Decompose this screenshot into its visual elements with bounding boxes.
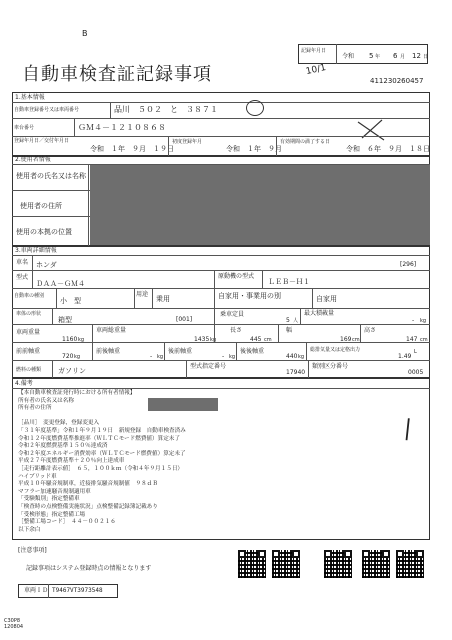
expiry-value: 令和 ６年 ９月 １８日: [346, 145, 430, 153]
remark-line: ［品川］ 変更登録，登録変更入: [18, 420, 100, 427]
width-label: 幅: [286, 327, 293, 334]
rf-unit: kg: [229, 354, 236, 360]
body-value: 箱型: [58, 316, 72, 324]
remark-line: ハイブリッド車: [18, 473, 57, 480]
fr-unit: kg: [157, 354, 164, 360]
engine-label: 原動機の型式: [218, 273, 255, 280]
section2-title: 2.使用者情報: [15, 156, 51, 163]
remark-line: 平成１０年騒音規制車，近接排気騒音規制値 ９８ｄＢ: [18, 481, 158, 488]
record-date-era: 令和: [342, 53, 355, 60]
body-code: [001]: [176, 316, 193, 323]
length-unit: cm: [264, 337, 272, 343]
remark-line: 令和１２年度燃費基準推進率（ＷＬＴＣモード燃費値）算定未了: [18, 435, 180, 442]
first-year-value: 令和 １年 ９月: [226, 145, 282, 153]
fuel-value: ガソリン: [58, 367, 86, 375]
business-value: 自家用: [316, 295, 337, 303]
gross-unit: kg: [210, 337, 217, 343]
maker-label: 車名: [16, 259, 29, 266]
handwritten-circle: [246, 100, 264, 116]
remark-line: 「受検形態」指定整備工場: [18, 511, 86, 518]
ff-value: 720: [62, 353, 74, 360]
fr-value: -: [150, 353, 153, 360]
remark-line: 令和２年度エネルギー消費効率（ＷＬＴＣモード燃費値）算定未了: [18, 450, 186, 457]
ff-unit: kg: [74, 354, 81, 360]
rr-label: 後後軸重: [240, 348, 265, 355]
bottom-code: C30P8 120804: [4, 618, 24, 630]
document-number: 411230260457: [370, 77, 424, 85]
first-reg-value: 令和 １年 ９月 １９日: [90, 145, 174, 153]
ff-label: 前前軸重: [16, 348, 41, 355]
qr-code-2: [272, 550, 300, 578]
record-date-year: 5: [369, 52, 374, 60]
remark-line: 「受験類別」指定整備車: [18, 496, 80, 503]
vehicle-id-label: 車両ＩＤ: [24, 587, 49, 594]
width-unit: cm: [352, 337, 360, 343]
user-name-label: 使用者の氏名又は名称: [16, 172, 86, 180]
capacity-label: 乗車定員: [220, 311, 245, 318]
remark-line: 平成２７年度燃費基準＋２０％向上達成車: [18, 458, 125, 465]
class-no-value: 0005: [408, 369, 424, 376]
disp-unit: L: [414, 349, 417, 355]
capacity-unit: 人: [293, 318, 299, 324]
user-address-label: 使用者の住所: [20, 202, 62, 210]
weight-label: 車両重量: [16, 329, 41, 336]
business-label: 自家用・事業用の別: [218, 292, 281, 300]
record-date-box: [298, 44, 428, 64]
remark-line: ［整備工場コード］ ４４－００２１６: [18, 519, 116, 526]
handwritten-fraction: 10/1: [305, 63, 327, 78]
model-value: ＤＡＡ－ＧＭ４: [36, 280, 85, 288]
disp-label: 総排気量又は定格出力: [310, 347, 361, 353]
qr-code-1: [238, 550, 266, 578]
redaction-owner: [148, 398, 218, 411]
remark-line: 以下余白: [18, 526, 41, 533]
capacity-value: 5: [286, 317, 290, 324]
section3-title: 3.車両詳細情報: [15, 247, 57, 254]
chassis-value: ＧＭ４－１２１０８６８: [78, 123, 166, 132]
reg-value: 品川 ５０２ と ３８７１: [114, 105, 218, 114]
record-date-month: 6: [393, 52, 398, 60]
kind-label: 自動車の種別: [14, 293, 45, 299]
redaction-user-info: [90, 165, 430, 245]
height-unit: cm: [420, 337, 428, 343]
fuel-label: 燃料の種類: [16, 367, 42, 373]
expiry-label: 有効期間の満了する日: [280, 139, 331, 145]
handwritten-mark: |: [402, 415, 413, 442]
remark-line: 「検査時の点検整備実施状況」点検整備記録簿記載あり: [18, 503, 158, 510]
qr-code-5: [396, 550, 424, 578]
length-label: 長さ: [230, 327, 243, 334]
weight-unit: kg: [78, 337, 85, 343]
maxload-unit: kg: [420, 318, 427, 324]
width-value: 169: [340, 336, 352, 343]
rr-unit: kg: [298, 354, 305, 360]
gross-label: 車両総重量: [96, 327, 127, 334]
b-mark: B: [82, 29, 88, 38]
section1-title: 1.基本情報: [15, 94, 45, 101]
handwritten-cross: [356, 118, 386, 142]
qr-code-4: [362, 550, 390, 578]
gross-value: 1435: [194, 336, 210, 343]
remark-line: 所有者の住所: [18, 405, 52, 412]
length-value: 445: [250, 336, 262, 343]
remark-line: 【本自動車検査証発行時における所有者情報】: [18, 390, 136, 396]
remarks-list: [18, 390, 358, 534]
note-label: [注意事項]: [18, 547, 47, 554]
weight-value: 1160: [62, 336, 78, 343]
reg-label: 自動車登録番号又は車両番号: [14, 107, 80, 113]
chassis-label: 車台番号: [14, 125, 35, 131]
type-no-label: 型式指定番号: [190, 363, 227, 370]
vehicle-id-value: T9467VT3973548: [52, 587, 103, 594]
class-no-label: 類別区分番号: [312, 363, 349, 370]
maker-code: [296]: [400, 261, 417, 268]
remark-line: マフラー加速騒音規制適用車: [18, 488, 91, 495]
rr-value: 440: [286, 353, 298, 360]
fr-label: 前後軸重: [96, 348, 121, 355]
section4-title: 4.備考: [15, 380, 33, 387]
rf-value: -: [222, 353, 225, 360]
remark-line: ［走行距離計表示値］ ６５，１００ｋｍ（令和４年９月１５日）: [18, 465, 184, 472]
disp-value: 1.49: [398, 353, 412, 360]
record-date-day: 12: [412, 52, 421, 60]
kind-value: 小 型: [60, 297, 81, 305]
engine-value: ＬＥＢ－Ｈ１: [268, 278, 310, 286]
page-title: 自動車検査証記録事項: [22, 64, 212, 85]
first-year-label: 初度登録年月: [172, 139, 203, 145]
use-label: 用途: [136, 291, 149, 298]
record-date-label: 記録年月日: [301, 48, 327, 54]
maxload-label: 最大積載量: [304, 310, 335, 317]
body-label: 車体の形状: [16, 311, 42, 317]
qr-code-3: [324, 550, 352, 578]
first-reg-label: 登録年月日／交付年月日: [14, 138, 70, 144]
height-value: 147: [406, 336, 418, 343]
remark-line: 「３１年度基準」令和１年９月１９日 新規登録 自動車検査済み: [18, 427, 186, 434]
remark-line: 令和２年度燃費基準１５０％達成済: [18, 443, 108, 450]
model-label: 型式: [16, 274, 29, 281]
use-value: 乗用: [156, 295, 170, 303]
maxload-value: -: [412, 317, 415, 324]
remark-line: 所有者の氏名又は名称: [18, 397, 74, 404]
note-text: 記録事項はシステム登録時点の情報となります: [26, 565, 152, 572]
maker-value: ホンダ: [36, 261, 57, 269]
height-label: 高さ: [364, 327, 377, 334]
rf-label: 後前軸重: [168, 348, 193, 355]
type-no-value: 17940: [286, 369, 306, 376]
base-location-label: 使用の本拠の位置: [16, 228, 72, 236]
